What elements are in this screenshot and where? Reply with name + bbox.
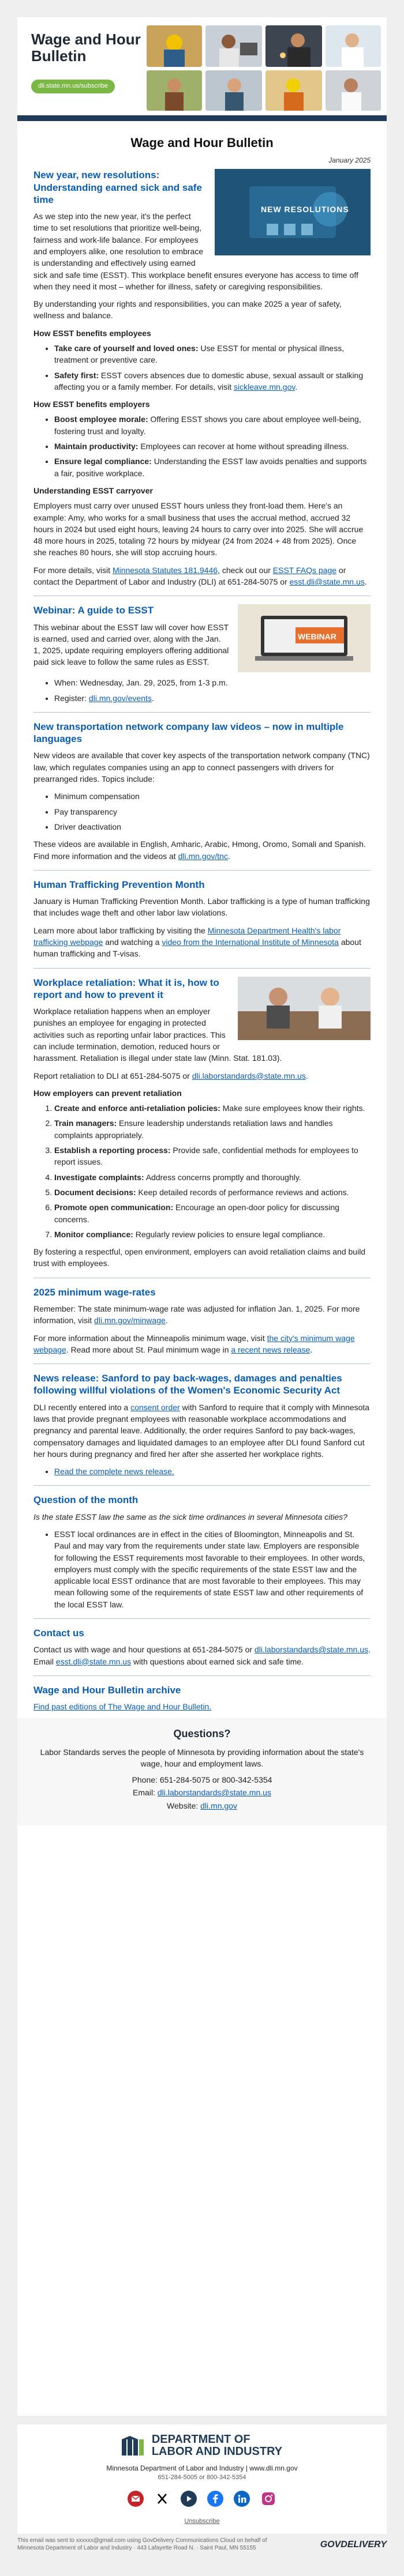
contact-text: Contact us with wage and hour questions at 651-284-5075 or dli.laborstandards@state.mn.us. Email esst.dli@state.mn.us with questions about earned sick and safe time. [33,1645,371,1666]
trafficking-text: January is Human Trafficking Prevention Month. Labor trafficking is a type of human trafficking that includes wage theft and other labor law violations. [33,897,370,918]
divider [33,1618,371,1619]
photo-electrician [326,70,381,111]
list-item: • Driver deactivation [54,821,371,833]
answer-list [33,1528,371,1610]
list-item: • Pay transparency [54,806,371,818]
consent-order-link[interactable]: consent order [130,1402,180,1412]
news-list [33,1466,371,1477]
questions-website-link[interactable]: dli.mn.gov [200,1801,237,1810]
bulletin-date: January 2025 [328,156,371,164]
list-item: 4. Investigate complaints: Address concerns promptly and thoroughly. [54,1172,371,1183]
laborstandards-email-link[interactable]: dli.laborstandards@state.mn.us [192,1071,306,1080]
footer [17,2424,387,2534]
minwage-link[interactable]: dli.mn.gov/minwage [94,1316,166,1325]
questions-email: Email: dli.laborstandards@state.mn.us [133,1788,271,1798]
esst-p2: By understanding your rights and responsibilities, you can make 2025 a year of safety, wellness and balance. [33,299,342,321]
list-item: 5. Document decisions: Keep detailed records of performance reviews and actions. [54,1187,371,1198]
list-item: • Take care of yourself and loved ones: Use ESST for mental or physical illness, treatment or preventive care. [54,342,371,366]
esst-employees-list [33,342,371,393]
questions-email-link[interactable]: dli.laborstandards@state.mn.us [157,1788,271,1798]
questions-heading: Questions? [173,1728,231,1740]
photo-nurse [326,25,381,67]
retaliation-image [238,977,371,1040]
footer-phone: 651-284-5005 or 800-342-5354 [158,2474,246,2481]
webinar-heading: Webinar: A guide to ESST [33,605,154,616]
retaliation-steps [33,1102,371,1240]
archive-heading: Wage and Hour Bulletin archive [33,1684,181,1696]
footer-address: Minnesota Department of Labor and Industry | www.dli.mn.gov [106,2464,298,2472]
govdelivery-logo: GOVDELIVERY [320,2540,387,2549]
esst-employers-list [33,413,371,479]
archive-link[interactable]: Find past editions of The Wage and Hour Bulletin. [33,1702,212,1712]
logo-line-1: DEPARTMENT OF [151,2433,250,2446]
instagram-icon[interactable] [258,2488,279,2509]
photo-construction-worker [147,25,202,67]
list-item: 2. Train managers: Ensure leadership understands retaliation laws and handles complaints appropriately. [54,1117,371,1141]
tnc-heading: New transportation network company law videos – now in multiple languages [33,721,344,745]
list-item: • Minimum compensation [54,790,371,802]
content-card [17,121,387,2416]
list-item: 6. Promote open communication: Encourage an open-door policy for discussing concerns. [54,1202,371,1225]
webinar-section [33,604,371,704]
list-item: 1. Create and enforce anti-retaliation policies: Make sure employees know their rights. [54,1102,371,1114]
minneapolis-wage-link[interactable]: the city's minimum wage webpage [33,1333,355,1354]
list-item: • When: Wednesday, Jan. 29, 2025, from 1-3 p.m. [54,677,371,688]
wage-p1: Remember: The state minimum-wage rate was adjusted for inflation Jan. 1, 2025. For more information, visit dli.mn.gov/minwage. [33,1304,360,1325]
photo-welder [265,25,322,67]
trafficking-heading: Human Trafficking Prevention Month [33,879,205,890]
question-section [33,1494,371,1610]
list-item: • Boost employee morale: Offering ESST shows you care about employee well-being, fostering trust and loyalty. [54,413,371,437]
webinar-image [238,604,371,672]
esst-heading: New year, new resolutions: Understanding earned sick and safe time [33,170,202,205]
trafficking-section [33,879,371,960]
esst-employees-heading: How ESST benefits employees [33,328,151,338]
divider [33,712,371,713]
questions-website: Website: dli.mn.gov [167,1801,237,1810]
photo-office-worker [205,25,262,67]
linkedin-icon[interactable] [231,2488,252,2509]
stpaul-news-link[interactable]: a recent news release [231,1345,311,1354]
events-link[interactable]: dli.mn.gov/events [88,693,152,703]
contact-section [33,1627,371,1667]
retaliation-report: Report retaliation to DLI at 651-284-5075 or dli.laborstandards@state.mn.us. [33,1071,308,1080]
tnc-text: New videos are available that cover key aspects of the transportation network company (TNC) law, which regulates companies using an app to connect passengers with drivers for prearranged rides. Topics include: [33,751,370,784]
header-banner [17,17,387,115]
questions-box [17,1718,387,1825]
contact-heading: Contact us [33,1628,84,1639]
sickleave-link[interactable]: sickleave.mn.gov [233,382,295,391]
list-item: • Maintain productivity: Employees can recover at home without spreading illness. [54,440,371,452]
news-section [33,1372,371,1477]
wage-section [33,1286,371,1355]
new-resolutions-image-text: NEW RESOLUTIONS [261,205,349,214]
email-icon[interactable] [125,2488,146,2509]
divider [33,1675,371,1676]
esst-intro: As we step into the new year, it's the perfect time to set resolutions that prioritize well-being, fairness and work-life balance. For employees and employers alike, one resolution to embrace is understanding and effectively using earned sick and safe time (ESST). This workplace benefit ensures everyone has access to time off when they need it most – whether for illness, safety or caregiving responsibilities. [33,212,358,291]
statutes-link[interactable]: Minnesota Statutes 181.9446 [112,565,218,575]
esst-email-link[interactable]: esst.dli@state.mn.us [289,577,365,587]
bottom-notice [17,2537,387,2552]
tnc-list [33,790,371,833]
archive-section [33,1684,371,1713]
webinar-text: This webinar about the ESST law will cover how ESST is earned, used and carried over, along with the Jan. 1, 2025, update requiring employers offering additional paid sick leave to follow the same rules as ESST. [33,622,229,667]
news-heading: News release: Sanford to pay back-wages, damages and penalties following willful violations of the Women's Economic Security Act [33,1373,342,1396]
retaliation-closing: By fostering a respectful, open environment, employers can avoid retaliation claims and build trust with employees. [33,1247,366,1268]
retaliation-heading: Workplace retaliation: What it is, how to report and how to prevent it [33,977,219,1000]
esst-more-details: For more details, visit Minnesota Statutes 181.9446, check out our ESST FAQs page or contact the Department of Labor and Industry (DLI) at 651-284-5075 or esst.dli@state.mn.us. [33,565,367,587]
webinar-image-text: WEBINAR [298,632,336,642]
divider [33,1485,371,1486]
list-item [54,1466,371,1477]
esst-faqs-link[interactable]: ESST FAQs page [272,565,337,575]
photo-builder [265,70,322,111]
mn-logo-icon [122,2436,146,2456]
esst-section [33,169,371,587]
mdh-trafficking-link[interactable]: Minnesota Department Health's labor trafficking webpage [33,925,341,947]
webinar-list [33,677,371,704]
divider [33,968,371,969]
x-twitter-icon[interactable] [152,2488,173,2509]
list-item: 7. Monitor compliance: Regularly review policies to ensure legal compliance. [54,1229,371,1240]
youtube-icon[interactable] [178,2488,199,2509]
dli-logo [17,2424,387,2458]
tnc-link[interactable]: dli.mn.gov/tnc [178,851,228,861]
questions-phone: Phone: 651-284-5075 or 800-342-5354 [132,1775,272,1785]
wage-p2: For more information about the Minneapolis minimum wage, visit the city's minimum wage webpage. Read more about St. Paul minimum wage in a recent news release. [33,1333,355,1354]
new-resolutions-image [215,169,371,255]
photo-farmer [147,70,202,111]
list-item: • Register: dli.mn.gov/events. [54,692,371,704]
archive-text [33,1701,371,1712]
photo-technician [205,70,262,111]
esst-employers-heading: How ESST benefits employers [33,400,150,409]
bulletin-title: Wage and Hour Bulletin [130,135,274,150]
sent-notice: This email was sent to xxxxxx@gmail.com using GovDelivery Communications Cloud on behalf of Minnesota Department of Labor and Industry · 443 Lafayette Road N. · Saint Paul, MN 55155 [17,2537,267,2551]
news-release-link[interactable]: Read the complete news release. [54,1467,174,1477]
contact-esst-link[interactable]: esst.dli@state.mn.us [55,1656,132,1666]
logo-line-2: LABOR AND INDUSTRY [151,2445,283,2458]
tnc-section [33,721,371,862]
iim-video-link[interactable]: video from the International Institute of Minnesota [162,937,339,947]
question-text: Is the state ESST law the same as the sick time ordinances in several Minnesota cities? [33,1512,347,1522]
tnc-languages: These videos are available in English, Amharic, Arabic, Hmong, Oromo, Somali and Spanish. Find more information and the videos at dli.mn.gov/tnc. [33,839,366,861]
list-item: 3. Establish a reporting process: Provide safe, confidential methods for employees to report issues. [54,1144,371,1168]
retaliation-prevent-heading: How employers can prevent retaliation [33,1088,182,1098]
header-title: Wage and Hour Bulletin [31,31,141,65]
list-item: • Safety first: ESST covers absences due to domestic abuse, sexual assault or stalking affecting you or a family member. For details, visit sickleave.mn.gov. [54,370,371,393]
trafficking-learn: Learn more about labor trafficking by visiting the Minnesota Department Health's labor trafficking webpage and watching a video from the International Institute of Minnesota about human trafficking and T-visas. [33,925,361,959]
retaliation-section [33,977,371,1270]
list-item: • Ensure legal compliance: Understanding the ESST law avoids penalties and supports a fair, positive workplace. [54,455,371,479]
retaliation-text: Workplace retaliation happens when an employer punishes an employee for engaging in protected activities such as reporting unfair labor practices. This can include termination, demotion, reduced hours or harassment. Retaliation is illegal under state law (Minn. Stat. 181.03). [33,1007,282,1063]
list-item: • ESST local ordinances are in effect in the cities of Bloomington, Minneapolis and St. Paul and may vary from the requirements under state law. Employers are responsible for following the ESST requirements most favorable to their employees. In other words, employers must comply with the specific requirements of the state ESST law and the applicable local ESST ordinance that are most favorable to their employees. This may mean following some of the requirements of state ESST law and other requirements of the local ESST law. [54,1528,371,1610]
social-links [125,2488,279,2509]
esst-carryover-text: Employers must carry over unused ESST hours unless they front-load them. Here's an example: Amy, who works for a small business that uses the accrual method, accrued 32 hours in 2024 but used eight hours, leaving 24 hours to carry over into 2025. She will accrue 48 more hours in 2025, totaling 72 hours by midyear (24 from 2024 + 48 from 2025). Once she reaches 80 hours, she will stop accruing hours. [33,501,364,558]
contact-laborstandards-link[interactable]: dli.laborstandards@state.mn.us [254,1645,369,1655]
divider [33,870,371,871]
subscribe-pill[interactable]: dli.state.mn.us/subscribe [31,80,115,93]
question-heading: Question of the month [33,1494,139,1506]
news-text: DLI recently entered into a consent order with Sanford to require that it comply with Minnesota laws that provide pregnant employees with reasonable workplace accommodations and pregnancy and parental leave. Additionally, the order requires Sanford to pay back-wages, compensatory damages and liquidated damages to an employee after DLI found Sanford cut her hours during pregnancy and fired her after she asserted her workplace rights. [33,1402,370,1459]
questions-text: Labor Standards serves the people of Minnesota by providing information about the state's wage, hour and employment laws. [40,1747,364,1768]
wage-heading: 2025 minimum wage-rates [33,1286,156,1298]
esst-carryover-heading: Understanding ESST carryover [33,485,153,495]
header-bar [17,115,387,121]
unsubscribe-link[interactable]: Unsubscribe [184,2517,220,2525]
facebook-icon[interactable] [205,2488,226,2509]
